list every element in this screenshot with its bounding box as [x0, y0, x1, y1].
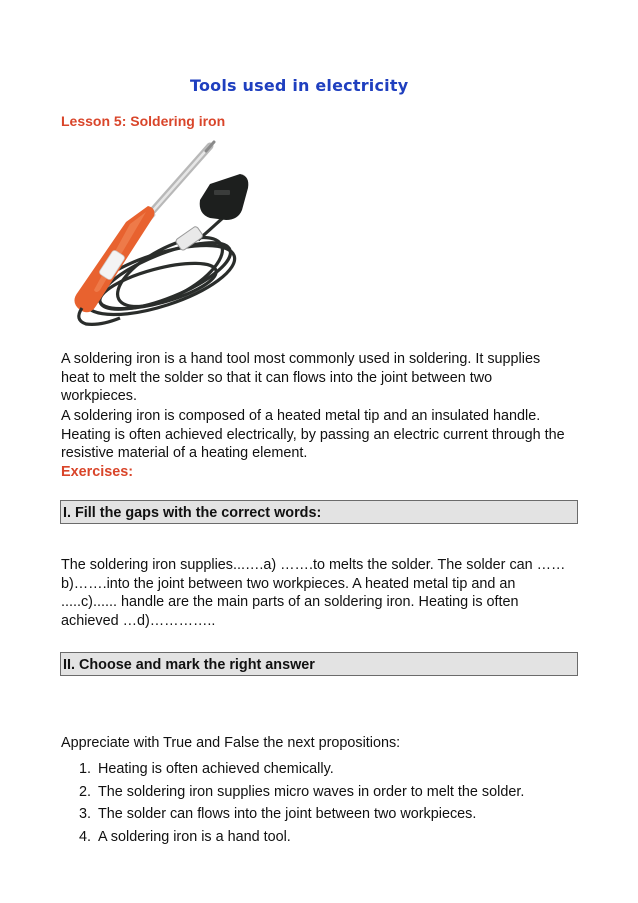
lesson-title: Lesson 5: Soldering iron [61, 113, 226, 129]
list-item [61, 781, 524, 804]
item-text: Heating is often achieved chemically. [98, 761, 334, 777]
section-heading-choose-answer [60, 652, 578, 676]
list-item [61, 803, 524, 826]
item-text: A soldering iron is a hand tool. [98, 828, 291, 845]
item-number: 3. [79, 806, 92, 822]
item-number: 4. [79, 828, 92, 845]
intro-paragraph-2: A soldering iron is composed of a heated metal tip and an insulated handle. Heating is often achieved electrically, by passing an electric current through the resistive material of a heating element. [61, 408, 565, 462]
fill-gaps-text: The soldering iron supplies...….a) …….to melts the solder. The solder can ……b)…….into the joint between two workpieces. A heated metal tip and an .....c)...... handle are the main parts of an soldering iron. Heating is often achieved …d)………….. [61, 557, 566, 629]
item-text: The solder can flows into the joint between two workpieces. [98, 806, 477, 822]
item-number: 1. [79, 761, 92, 777]
list-item [61, 758, 524, 781]
section-heading-text: II. Choose and mark the right answer [63, 657, 315, 673]
section-heading-text: I. Fill the gaps with the correct words: [63, 505, 322, 521]
page-title: Tools used in electricity [190, 76, 409, 95]
soldering-iron-image [60, 140, 260, 330]
exercises-heading: Exercises: [61, 464, 134, 480]
list-item [61, 826, 524, 849]
propositions-list [61, 758, 524, 848]
intro-paragraph-1: A soldering iron is a hand tool most commonly used in soldering. It supplies heat to melt the solder so that it can flows into the joint between two workpieces. [61, 351, 541, 405]
true-false-instruction: Appreciate with True and False the next propositions: [61, 735, 401, 751]
item-text: The soldering iron supplies micro waves in order to melt the solder. [98, 783, 525, 800]
item-number: 2. [79, 783, 92, 800]
section-heading-fill-gaps [60, 500, 578, 524]
